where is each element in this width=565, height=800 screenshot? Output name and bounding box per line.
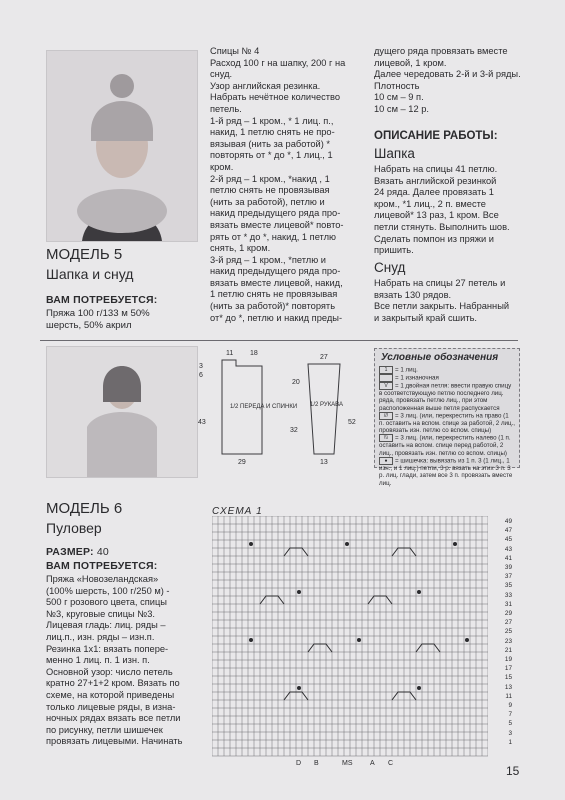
- row-number: 37: [504, 573, 512, 581]
- instr-line: провязать лицевыми. Начинать: [46, 736, 183, 747]
- model5-name: Шапка и снуд: [46, 266, 134, 282]
- sleeve-side-a: 20: [292, 379, 300, 386]
- sleeve-label: 1/2 РУКАВА: [310, 402, 343, 408]
- purl-symbol-icon: [379, 374, 393, 382]
- row-number: 39: [504, 564, 512, 571]
- garment-schematic: [196, 346, 366, 470]
- instr-line: Узор английская резинка.: [210, 80, 321, 91]
- row-number: 9: [508, 702, 512, 709]
- instr-line: схеме, на которой приведены: [46, 689, 175, 700]
- row-number: 33: [504, 591, 512, 599]
- instr-line: Спицы № 4: [210, 46, 260, 56]
- page-number: 15: [506, 764, 520, 778]
- row-number: 41: [504, 554, 512, 562]
- instr-line: 3-й ряд – 1 кром., *петлю и: [210, 254, 326, 265]
- instr-line: только лицевые ряды, в изна-: [46, 701, 176, 712]
- dim-left-b: 6: [199, 372, 203, 379]
- instr-line: Набрать на спицы 27 петель и: [374, 278, 506, 288]
- instr-line: петли стянуть. Выполнить шов.: [374, 221, 510, 232]
- row-number: 3: [508, 729, 512, 737]
- row-number: 49: [504, 518, 512, 525]
- legend-text: = 1 изнаночная: [395, 374, 439, 382]
- row-number: 5: [508, 720, 512, 728]
- instr-line: повторять от * до *, 1 лиц., 1: [210, 150, 333, 161]
- sleeve-top: 27: [320, 354, 328, 361]
- legend-text: = 1 двойная петля: ввести правую спицу в соответствующую петлю последнего лиц. ряда, провязать петлю лиц., при этом расположенная выше петля распускается: [379, 382, 512, 412]
- model5-photo-illustration: [47, 51, 197, 241]
- bobble-mark: [249, 638, 253, 642]
- bobble-mark: [465, 638, 469, 642]
- instr-line: Резинка 1х1: вязать попере-: [46, 643, 169, 654]
- row-number: 47: [504, 527, 512, 535]
- schema-bottom-label: C: [388, 760, 394, 767]
- row-number: 11: [505, 692, 512, 700]
- model5-instructions: [210, 46, 370, 324]
- legend-text: = 1 лиц.: [395, 366, 418, 374]
- model5-need-line-1: Пряжа 100 г/133 м 50%: [46, 308, 150, 319]
- row-number: 23: [504, 637, 512, 645]
- model6-photo: [46, 346, 198, 478]
- model6-need-title: ВАМ ПОТРЕБУЕТСЯ:: [46, 560, 158, 572]
- legend-box: [374, 348, 520, 487]
- model6-photo-illustration: [47, 347, 197, 477]
- size-label: РАЗМЕР:: [46, 546, 94, 558]
- work-description-title: ОПИСАНИЕ РАБОТЫ:: [374, 130, 498, 142]
- cross-left-icon: \\\: [379, 434, 393, 442]
- snood-instructions: [374, 278, 534, 324]
- instr-line: накид предыдущего ряда про-: [210, 266, 341, 277]
- instr-line: Набрать на спицы 41 петлю.: [374, 164, 498, 174]
- row-number: 7: [508, 711, 512, 719]
- bobble-icon: ●: [379, 457, 393, 465]
- instr-line: 24 ряда. Далее провязать 1: [374, 187, 494, 198]
- legend-title: Условные обозначения: [381, 352, 499, 363]
- schema-bottom-label: A: [370, 760, 375, 767]
- row-number: 27: [504, 619, 512, 627]
- bobble-mark: [297, 590, 301, 594]
- instr-line: 10 см – 9 п.: [374, 92, 424, 103]
- cross-right-icon: ///: [379, 412, 393, 420]
- instr-line: дущего ряда провязать вместе: [374, 46, 508, 56]
- instr-line: Вязать английской резинкой: [374, 175, 497, 186]
- model6-instructions: [46, 574, 206, 748]
- instr-line: (нить за работой), петлю и: [210, 196, 325, 207]
- instr-line: по рисунку, петли шишечек: [46, 724, 163, 735]
- dim-height: 43: [198, 419, 206, 426]
- model6-size: [46, 546, 109, 558]
- bobble-mark: [345, 542, 349, 546]
- legend-text: = 3 лиц. (или, перекрестить на право (1 п. оставить на вспом. спице за работой, 2 лиц., провязать изн. петлю со вспом. спицы): [379, 412, 515, 435]
- instr-line: Основной узор: число петель: [46, 666, 173, 677]
- row-number: 17: [504, 665, 512, 673]
- row-number: 43: [504, 545, 512, 553]
- instr-line: (нить за работой)* повторять: [210, 301, 336, 312]
- size-value: 40: [96, 546, 109, 558]
- schema-bottom-label: D: [296, 760, 302, 767]
- row-number: 35: [504, 582, 512, 590]
- legend-item-purl: [379, 374, 515, 382]
- instr-line: Далее чередовать 2-й и 3-й ряды.: [374, 69, 521, 80]
- bobble-mark: [357, 638, 361, 642]
- instr-line: петель.: [210, 103, 242, 114]
- instr-line: петлю снять не провязывая: [210, 185, 330, 196]
- instr-line: рять от * до *, накид, 1 петлю: [210, 231, 337, 242]
- instr-line: Лицевая гладь: лиц. ряды –: [46, 620, 166, 631]
- row-number: 31: [504, 600, 512, 608]
- instr-line: накид предыдущего ряда про-: [210, 208, 341, 219]
- instr-line: вязать вместе лицевой* повто-: [210, 219, 344, 230]
- instr-line: снять, 1 кром.: [210, 243, 271, 254]
- instr-line: вязывая (нить за работой) *: [210, 138, 331, 149]
- hat-instructions: [374, 164, 534, 257]
- instr-line: снуд.: [210, 69, 233, 80]
- model5-need-title: ВАМ ПОТРЕБУЕТСЯ:: [46, 294, 158, 306]
- bobble-mark: [417, 590, 421, 594]
- schema-title: СХЕМА 1: [212, 506, 263, 517]
- dim-top-b: 18: [250, 350, 258, 357]
- instr-line: вязать 130 рядов.: [374, 289, 452, 300]
- legend-item-cross-right: [379, 412, 515, 435]
- row-number: 19: [504, 656, 512, 663]
- instr-line: Набрать нечётное количество: [210, 92, 341, 103]
- instr-line: 1-й ряд – 1 кром., * 1 лиц. п.,: [210, 115, 334, 126]
- instr-line: менно 1 лиц. п. 1 изн. п.: [46, 655, 150, 666]
- instr-line: от* до *, петлю и накид преды-: [210, 312, 343, 323]
- legend-item-cross-left: [379, 434, 515, 457]
- double-stitch-icon: V: [379, 382, 393, 390]
- schema-bottom-label: MS: [342, 760, 353, 767]
- instr-line: вязать вместе лицевой, накид,: [210, 277, 343, 288]
- bobble-mark: [297, 686, 301, 690]
- model6-name: Пуловер: [46, 520, 102, 536]
- model5-need-line-2: шерсть, 50% акрил: [46, 320, 132, 331]
- instr-line: лицевой, 1 кром.: [374, 57, 447, 68]
- instr-line: Сделать помпон из пряжи и: [374, 233, 494, 244]
- row-number: 13: [504, 683, 512, 691]
- model5-photo: [46, 50, 198, 242]
- row-number: 45: [504, 536, 512, 544]
- legend-text: = шишечка: вывязать из 1 п. 3 (1 лиц., 1 изн., и 1 лиц.) петли, 3 р. вязать на этих 3 п. 3 р. лиц. глади, затем все 3 п. провязать вместе лиц.: [379, 457, 513, 487]
- bobble-mark: [417, 686, 421, 690]
- row-number: 21: [504, 646, 512, 654]
- row-number: 29: [504, 610, 512, 617]
- instr-line: 2-й ряд – 1 кром., *накид , 1: [210, 173, 330, 184]
- row-number: 1: [508, 738, 512, 746]
- knit-symbol-icon: 1: [379, 366, 393, 374]
- legend-item-double: [379, 382, 515, 412]
- instr-line: 1 петлю снять не провязывая: [210, 289, 338, 300]
- instr-line: Расход 100 г на шапку, 200 г на: [210, 57, 346, 68]
- snood-title: Снуд: [374, 260, 406, 275]
- instr-line: №3, круговые спицы №3.: [46, 608, 156, 619]
- instr-line: Все петли закрыть. Набранный: [374, 301, 510, 312]
- hat-title: Шапка: [374, 146, 415, 161]
- row-number: 25: [504, 628, 512, 636]
- instr-line: Пряжа «Новозеландская»: [46, 574, 159, 584]
- dim-top-a: 11: [226, 350, 234, 357]
- dim-width: 29: [238, 459, 246, 466]
- instr-line: и закрытый край сшить.: [374, 312, 478, 323]
- sleeve-side-b: 32: [290, 427, 298, 434]
- legend-item-bobble: [379, 457, 515, 487]
- instr-line: кром., *1 лиц., 2 п. вместе: [374, 198, 486, 209]
- row-number: 15: [504, 674, 512, 682]
- knitting-chart: [212, 516, 488, 776]
- instr-line: пришить.: [374, 245, 414, 256]
- instr-line: (100% шерсть, 100 г/250 м) -: [46, 585, 170, 596]
- instr-line: Плотность: [374, 80, 420, 91]
- schema-bottom-label: B: [314, 760, 319, 767]
- instr-line: лиц.п., изн. ряды – изн.п.: [46, 631, 155, 642]
- section-divider: [40, 340, 518, 341]
- model5-number: МОДЕЛЬ 5: [46, 246, 123, 263]
- instr-line: 10 см – 12 р.: [374, 103, 429, 114]
- front-label: 1/2 ПЕРЕДА И СПИНКИ: [230, 404, 298, 410]
- legend-item-knit: [379, 366, 515, 374]
- model5-continued: [374, 46, 534, 116]
- sleeve-height: 52: [348, 419, 356, 426]
- instr-line: накид, 1 петлю снять не про-: [210, 127, 335, 138]
- dim-left-a: 3: [199, 363, 203, 370]
- sleeve-bottom: 13: [320, 459, 328, 466]
- legend-text: = 3 лиц. (или, перекрестить налево (1 п. оставить на вспом. спице перед работой, 2 лиц., провязать изн. петлю со вспом. спицы): [379, 435, 511, 457]
- instr-line: 500 г розового цвета, спицы: [46, 597, 167, 608]
- bobble-mark: [453, 542, 457, 546]
- instr-line: ночных рядах вязать все петли: [46, 713, 181, 724]
- bottom-labels: [212, 758, 488, 778]
- instr-line: лицевой* 13 раз, 1 кром. Все: [374, 210, 499, 221]
- instr-line: кратно 27+1+2 кром. Вязать по: [46, 678, 180, 689]
- model6-number: МОДЕЛЬ 6: [46, 500, 123, 517]
- bobble-mark: [249, 542, 253, 546]
- instr-line: кром.: [210, 161, 234, 172]
